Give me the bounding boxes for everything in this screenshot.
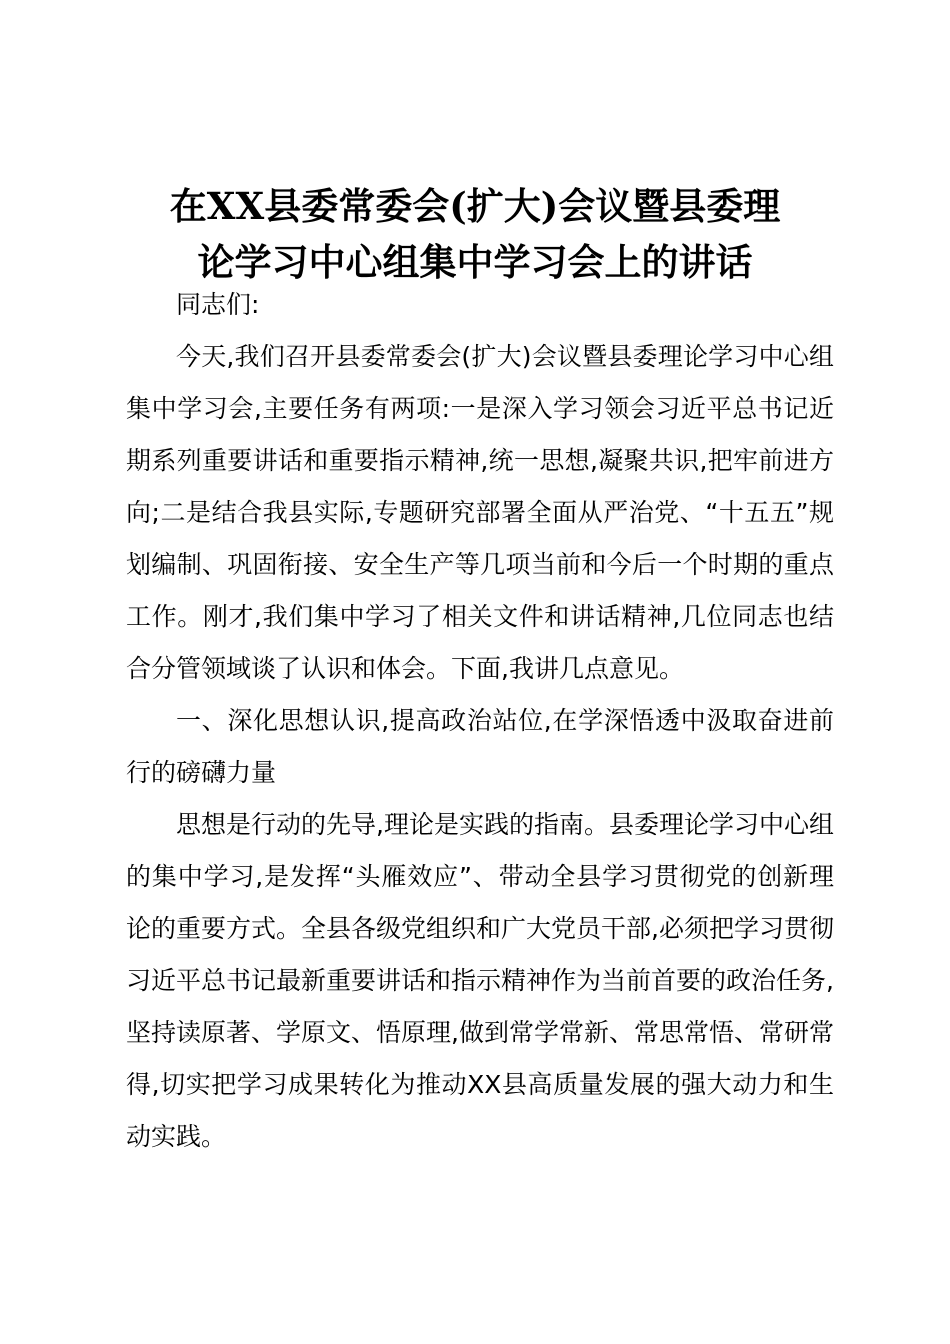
document-body [126,283,834,1163]
paragraph-intro: 今天,我们召开县委常委会(扩大)会议暨县委理论学习中心组集中学习会,主要任务有两项:一是深入学习领会习近平总书记近期系列重要讲话和重要指示精神,统一思想,凝聚共识,把牢前进方向;二是结合我县实际,专题研究部署全面从严治党、“十五五”规划编制、巩固衔接、安全生产等几项当前和今后一个时期的重点工作。刚才,我们集中学习了相关文件和讲话精神,几位同志也结合分管领域谈了认识和体会。下面,我讲几点意见。 [126,342,834,683]
section-heading-1: 一、深化思想认识,提高政治站位,在学深悟透中汲取奋进前行的磅礴力量 [126,706,834,787]
salutation: 同志们: [176,290,260,319]
document-title [100,178,850,290]
title-line-1: 在XX县委常委会(扩大)会议暨县委理 [169,184,781,228]
paragraph-section-1: 思想是行动的先导,理论是实践的指南。县委理论学习中心组的集中学习,是发挥“头雁效应”、带动全县学习贯彻党的创新理论的重要方式。全县各级党组织和广大党员干部,必须把学习贯彻习近平总书记最新重要讲话和指示精神作为当前首要的政治任务,坚持读原著、学原文、悟原理,做到常学常新、常思常悟、常研常得,切实把学习成果转化为推动XX县高质量发展的强大动力和生动实践。 [126,810,834,1151]
title-line-2: 论学习中心组集中学习会上的讲话 [197,240,753,284]
